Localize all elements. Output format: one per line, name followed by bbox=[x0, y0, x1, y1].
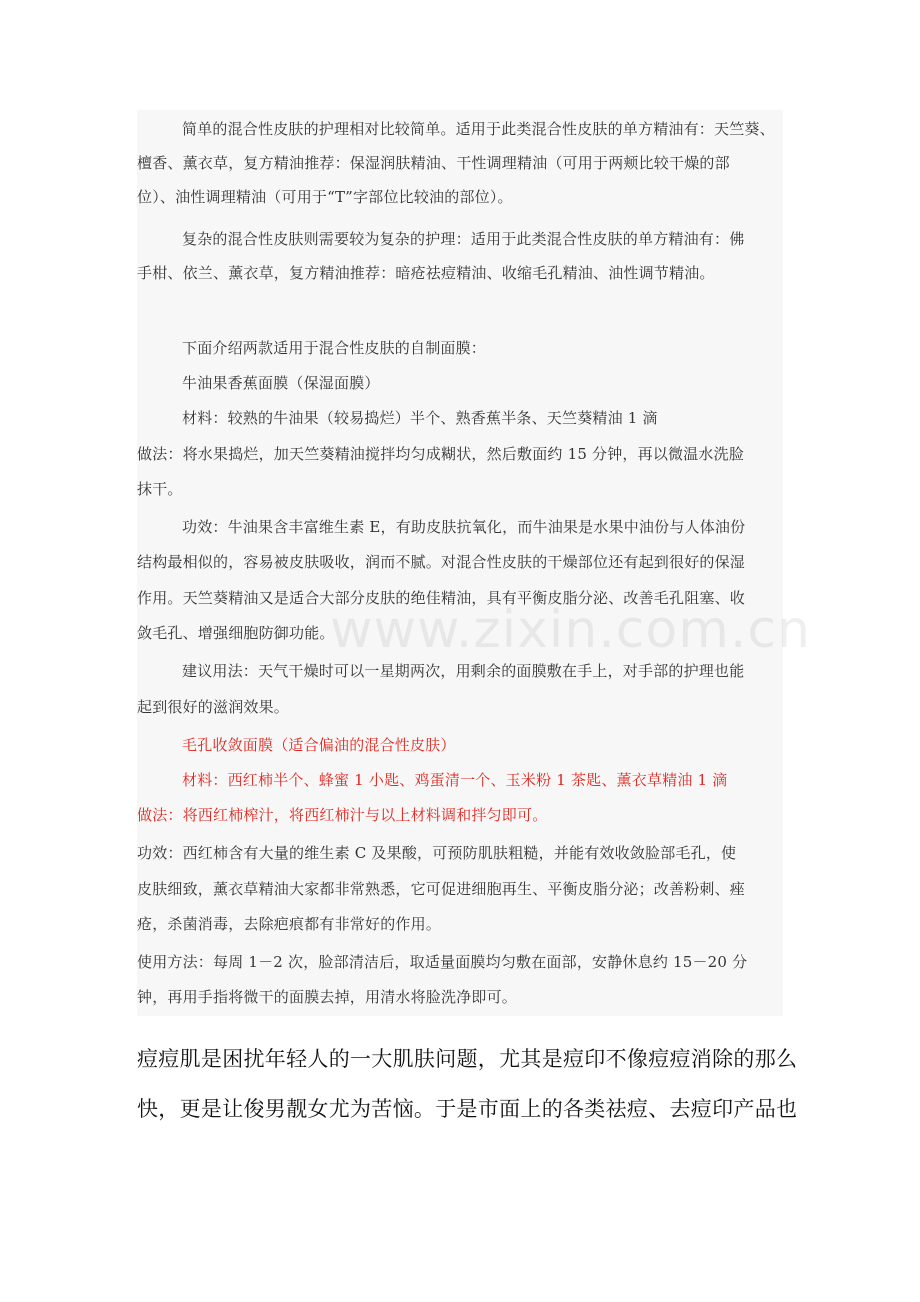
mask1-usage-line-1: 建议用法：天气干燥时可以一星期两次，用剩余的面膜敷在手上，对手部的护理也能 bbox=[182, 662, 745, 680]
mask1-method-line-1: 做法：将水果捣烂，加天竺葵精油搅拌均匀成糊状，然后敷面约 15 分钟，再以微温水洗脸 bbox=[137, 445, 745, 463]
mask2-usage-line-1: 使用方法：每周 1－2 次，脸部清洁后，取适量面膜均匀敷在面部，安静休息约 15－20 分 bbox=[137, 953, 748, 971]
mask1-effect-line-2: 结构最相似的，容易被皮肤吸收，润而不腻。对混合性皮肤的干燥部位还有起到很好的保湿 bbox=[137, 553, 746, 571]
mask1-method-line-2: 抹干。 bbox=[137, 480, 183, 498]
mask1-effect-line-1: 功效：牛油果含丰富维生素 E，有助皮肤抗氧化，而牛油果是水果中油份与人体油份 bbox=[182, 518, 746, 536]
mask2-effect-line-2: 皮肤细致，薰衣草精油大家都非常熟悉，它可促进细胞再生、平衡皮脂分泌；改善粉刺、痤 bbox=[137, 880, 746, 898]
mask2-method: 做法：将西红柿榨汁，将西红柿汁与以上材料调和拌匀即可。 bbox=[137, 806, 548, 824]
paragraph-complex-skin-line-1: 复杂的混合性皮肤则需要较为复杂的护理：适用于此类混合性皮肤的单方精油有：佛 bbox=[182, 230, 745, 248]
mask1-effect-line-4: 敛毛孔、增强细胞防御功能。 bbox=[137, 624, 335, 642]
mask2-effect-line-3: 疮，杀菌消毒，去除疤痕都有非常好的作用。 bbox=[137, 915, 442, 933]
paragraph-simple-skin-line-2: 檀香、薰衣草，复方精油推荐：保湿润肤精油、干性调理精油（可用于两颊比较干燥的部 bbox=[137, 154, 730, 172]
masks-intro: 下面介绍两款适用于混合性皮肤的自制面膜： bbox=[182, 339, 487, 357]
mask2-usage-line-2: 钟，再用手指将微干的面膜去掉，用清水将脸洗净即可。 bbox=[137, 988, 518, 1006]
paragraph-simple-skin-line-3: 位）、油性调理精油（可用于“T”字部位比较油的部位）。 bbox=[137, 188, 513, 206]
paragraph-complex-skin-line-2: 手柑、依兰、薰衣草，复方精油推荐：暗疮祛痘精油、收缩毛孔精油、油性调节精油。 bbox=[137, 264, 715, 282]
mask1-materials: 材料：较熟的牛油果（较易捣烂）半个、熟香蕉半条、天竺葵精油 1 滴 bbox=[182, 409, 658, 427]
article-line-2: 快，更是让俊男靓女尤为苦恼。于是市面上的各类祛痘、去痘印产品也 bbox=[137, 1097, 798, 1121]
mask2-effect-line-1: 功效：西红柿含有大量的维生素 C 及果酸，可预防肌肤粗糙，并能有效收敛脸部毛孔，使 bbox=[137, 844, 737, 862]
mask1-usage-line-2: 起到很好的滋润效果。 bbox=[137, 698, 290, 716]
article-line-1: 痘痘肌是困扰年轻人的一大肌肤问题，尤其是痘印不像痘痘消除的那么 bbox=[137, 1047, 798, 1071]
mask1-effect-line-3: 作用。天竺葵精油又是适合大部分皮肤的绝佳精油，具有平衡皮脂分泌、改善毛孔阻塞、收 bbox=[137, 589, 746, 607]
mask2-materials: 材料：西红柿半个、蜂蜜 1 小匙、鸡蛋清一个、玉米粉 1 茶匙、薰衣草精油 1 滴 bbox=[182, 771, 728, 789]
mask1-title: 牛油果香蕉面膜（保湿面膜） bbox=[182, 374, 380, 392]
paragraph-simple-skin-line-1: 简单的混合性皮肤的护理相对比较简单。适用于此类混合性皮肤的单方精油有：天竺葵、 bbox=[182, 120, 775, 138]
mask2-title: 毛孔收敛面膜（适合偏油的混合性皮肤） bbox=[182, 736, 456, 754]
watermark: www.zixin.com.cn bbox=[330, 600, 811, 660]
